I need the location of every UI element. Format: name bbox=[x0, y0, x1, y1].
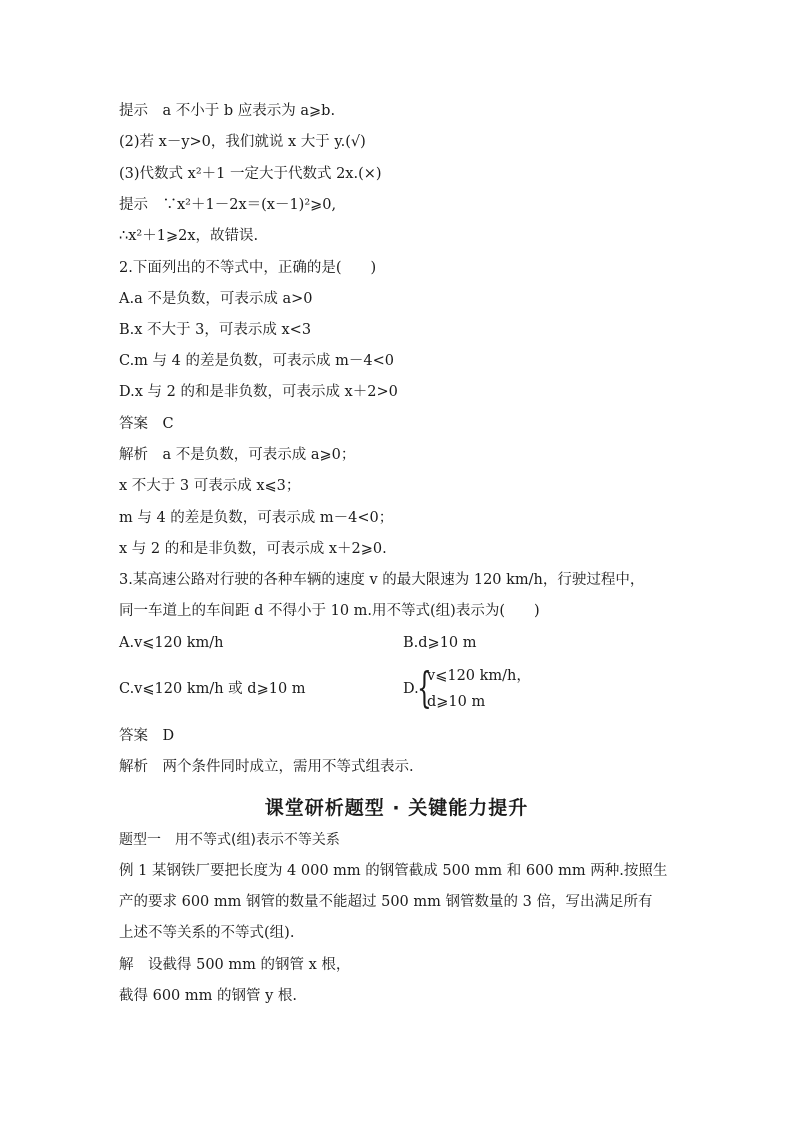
solution-line-1: 解 设截得 500 mm 的钢管 x 根， bbox=[119, 957, 351, 973]
question-3-option-c: C.v⩽120 km/h 或 d⩾10 m bbox=[119, 681, 306, 697]
question-2-analysis-b: x 不大于 3 可表示成 x⩽3； bbox=[119, 478, 301, 494]
left-brace-icon: { bbox=[417, 663, 432, 712]
question-2-option-d: D.x 与 2 的和是非负数，可表示成 x＋2>0 bbox=[119, 384, 398, 400]
question-3-answer: 答案 D bbox=[119, 728, 175, 744]
example-1-line-2: 产的要求 600 mm 钢管的数量不能超过 500 mm 钢管数量的 3 倍，写出满足所有 bbox=[119, 894, 653, 910]
statement-2: (2)若 x－y>0，我们就说 x 大于 y.(√) bbox=[119, 134, 366, 150]
question-3-stem-line-2: 同一车道上的车间距 d 不得小于 10 m.用不等式(组)表示为( ) bbox=[119, 603, 540, 619]
option-d-prefix: D. bbox=[403, 681, 419, 697]
question-2-analysis: 解析 a 不是负数，可表示成 a⩾0； bbox=[119, 447, 356, 463]
question-2-answer: 答案 C bbox=[119, 416, 174, 432]
topic-title: 题型一 用不等式(组)表示不等关系 bbox=[119, 832, 340, 848]
question-2-stem: 2.下面列出的不等式中，正确的是( ) bbox=[119, 260, 377, 276]
hint-line-2: 提示 ∵x²＋1－2x＝(x－1)²⩾0, bbox=[119, 197, 337, 213]
question-3-option-a: A.v⩽120 km/h bbox=[119, 635, 224, 651]
option-d-inequality-2: d⩾10 m bbox=[427, 694, 486, 710]
question-2-option-a: A.a 不是负数，可表示成 a>0 bbox=[119, 291, 313, 307]
question-2-analysis-d: x 与 2 的和是非负数，可表示成 x＋2⩾0. bbox=[119, 541, 387, 557]
example-1-line-1: 例 1 某钢铁厂要把长度为 4 000 mm 的钢管截成 500 mm 和 600 mm 两种.按照生 bbox=[119, 863, 668, 879]
example-1-line-3: 上述不等关系的不等式(组). bbox=[119, 925, 295, 941]
question-3-stem-line-1: 3.某高速公路对行驶的各种车辆的速度 v 的最大限速为 120 km/h，行驶过程中， bbox=[119, 572, 645, 588]
question-2-analysis-c: m 与 4 的差是负数，可表示成 m－4<0； bbox=[119, 510, 394, 526]
hint-line: 提示 a 不小于 b 应表示为 a⩾b. bbox=[119, 103, 336, 119]
statement-3: (3)代数式 x²＋1 一定大于代数式 2x.(×) bbox=[119, 166, 382, 182]
question-3-option-b: B.d⩾10 m bbox=[403, 635, 477, 651]
question-2-option-c: C.m 与 4 的差是负数，可表示成 m－4<0 bbox=[119, 353, 394, 369]
question-3-analysis: 解析 两个条件同时成立，需用不等式组表示. bbox=[119, 759, 414, 775]
section-heading: 课堂研析题型 · 关键能力提升 bbox=[264, 797, 529, 819]
question-2-option-b: B.x 不大于 3，可表示成 x<3 bbox=[119, 322, 312, 338]
hint-conclusion: ∴x²＋1⩾2x，故错误. bbox=[119, 228, 259, 244]
option-d-inequality-1: v⩽120 km/h， bbox=[427, 668, 531, 684]
solution-line-2: 截得 600 mm 的钢管 y 根. bbox=[119, 988, 298, 1004]
